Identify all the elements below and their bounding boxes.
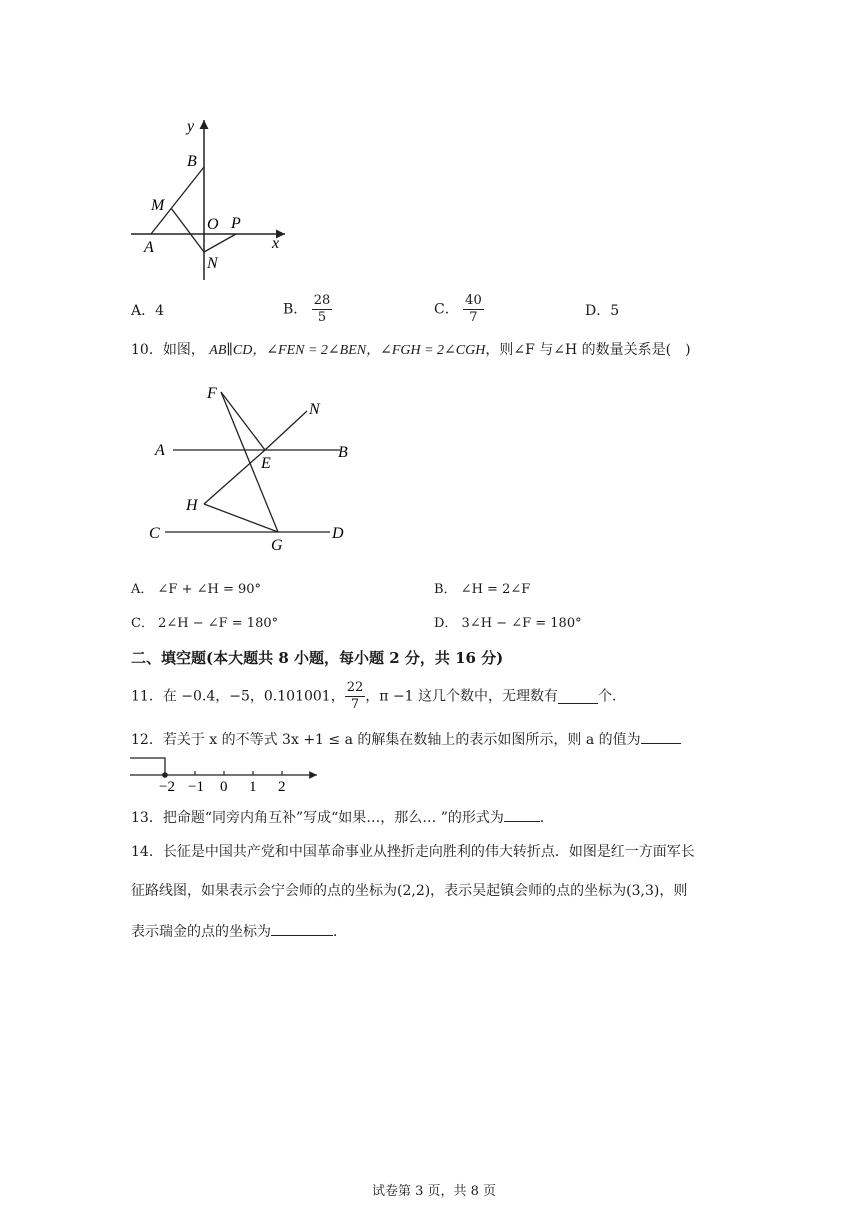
label-o: O [207,216,219,233]
tick-label: −1 [188,779,204,795]
q9-option-b: B． $\frac{28}{5}$ [283,293,331,325]
label-e: E [261,455,271,472]
tick-label: 2 [278,779,286,795]
label-h: H [186,497,198,514]
q10-option-b: B． ∠H = 2∠F [434,582,531,597]
label-m: M [151,197,165,214]
q9-option-c: C． $\frac{40}{7}$ [434,293,482,325]
q14-line1: 14．长征是中国共产党和中国革命事业从挫折走向胜利的伟大转折点．如图是红一方面军长 [131,844,695,860]
q9-option-a: A．4 [131,303,165,319]
q11-fraction: $\frac{22}{7}$ [346,680,364,712]
label-b: B [187,153,197,170]
tick-label: 1 [249,779,257,795]
answer-blank[interactable] [558,689,598,704]
answer-blank[interactable] [271,921,333,936]
segment-np [204,234,236,252]
label-n: N [309,401,320,418]
segment-mn [171,208,204,252]
q10-option-a: A． ∠F + ∠H = 90° [131,582,262,597]
q14-line2: 征路线图，如果表示会宁会师的点的坐标为(2,2)，表示吴起镇会师的点的坐标为(3,3)，则 [131,883,688,899]
q10-stem: 10．如图， AB∥CD，∠FEN = 2∠BEN，∠FGH = 2∠CGH，则∠F 与∠H 的数量关系是( ) [131,342,691,358]
label-b: B [338,444,348,461]
label-g: G [271,537,283,554]
label-d: D [332,525,344,542]
label-n: N [207,255,218,272]
figure-q10 [145,380,360,556]
label-c: C [149,525,160,542]
figure-q9 [125,112,295,284]
tick-label: 0 [220,779,228,795]
answer-blank[interactable] [641,729,681,744]
number-line [127,755,327,795]
q14-line3: 表示瑞金的点的坐标为 ． [131,921,347,941]
label-y: y [187,118,195,135]
label-p: P [231,215,241,232]
label-a: A [155,442,165,459]
label-f: F [207,385,217,402]
q11-text: 11．在 −0.4，−5，0.101001， $\frac{22}{7}$ ，π −1 这几个数中，无理数有 个． [131,680,626,712]
q9-option-d: D．5 [585,303,620,319]
q10-option-d: D． 3∠H − ∠F = 180° [434,616,582,631]
solid-point [162,772,168,778]
segment-en [265,411,307,450]
answer-blank[interactable] [504,807,540,822]
segment-hg [204,504,278,532]
label-x: x [272,235,280,252]
solution-ray [130,758,165,775]
section-heading: 二、填空题(本大题共 8 小题，每小题 2 分，共 16 分) [131,649,504,667]
label-a: A [144,239,154,256]
tick-label: −2 [159,779,175,795]
q12-text: 12．若关于 x 的不等式 3x +1 ≤ a 的解集在数轴上的表示如图所示，则 a 的值为 [131,729,681,749]
q10-option-c: C． 2∠H − ∠F = 180° [131,616,279,631]
q13-text: 13．把命题“同旁内角互补”写成“如果…，那么… ”的形式为 ． [131,807,554,827]
segment-fe [221,392,265,450]
page-footer: 试卷第 3 页，共 8 页 [371,1184,497,1199]
